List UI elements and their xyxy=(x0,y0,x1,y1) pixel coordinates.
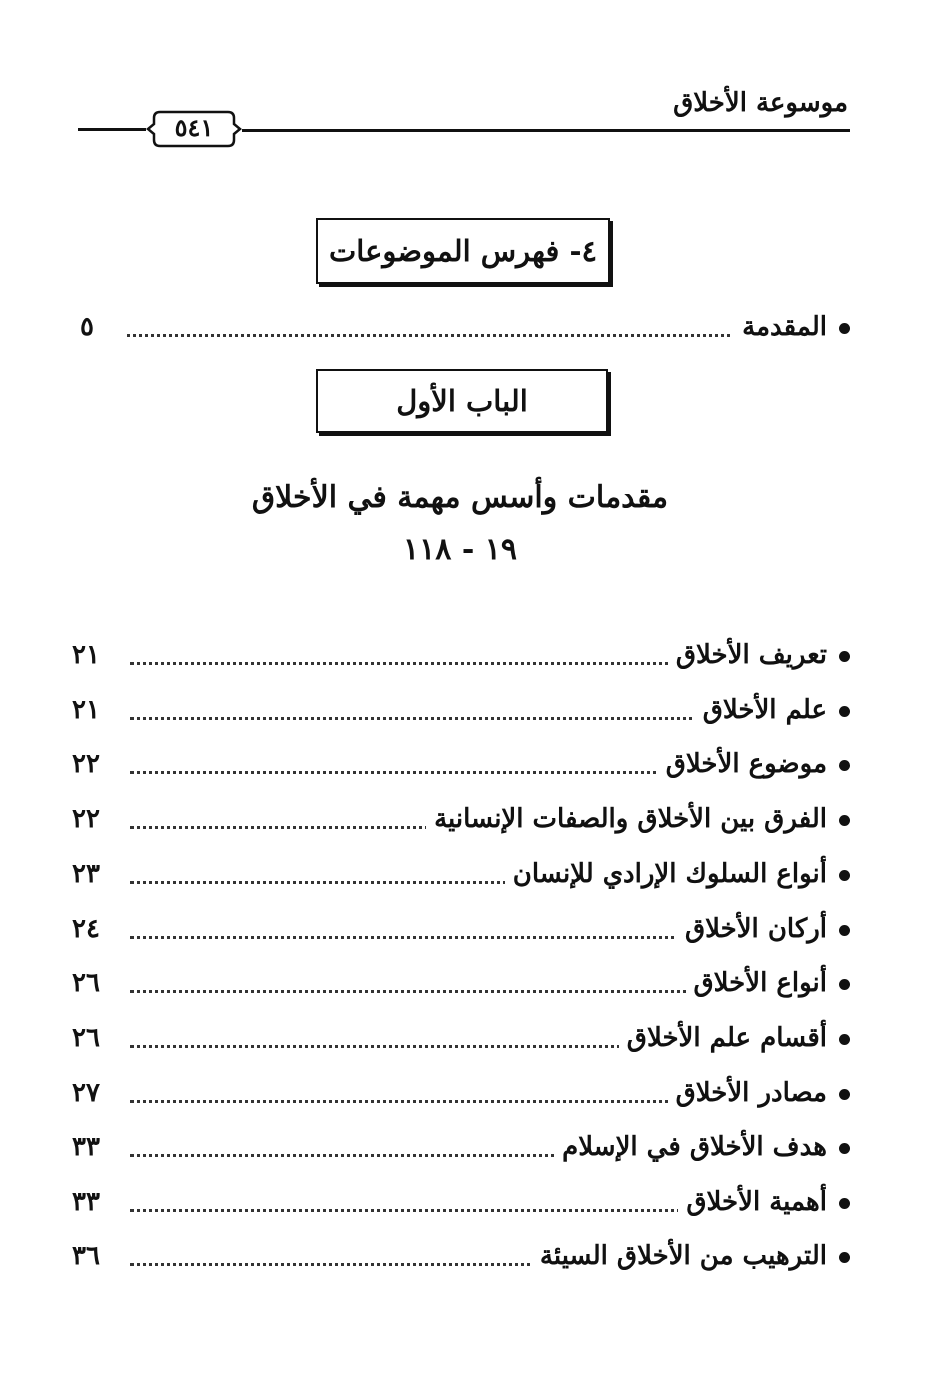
bullet-icon xyxy=(839,1252,850,1263)
toc-title xyxy=(686,968,851,998)
toc-title xyxy=(668,640,850,670)
toc-page-number: ٢١ xyxy=(72,640,116,670)
toc-entry[interactable] xyxy=(72,745,850,789)
toc-entry[interactable] xyxy=(72,636,850,680)
toc-entry-intro[interactable] xyxy=(72,308,850,352)
section-heading: ٤- فهرس الموضوعات xyxy=(316,218,610,284)
toc-title xyxy=(554,1132,850,1162)
toc-title xyxy=(619,1023,850,1053)
chapter-page-range: ١٩ - ١١٨ xyxy=(403,532,517,567)
toc-title-text: أنواع السلوك الإرادي للإنسان xyxy=(512,859,827,889)
toc-entry[interactable] xyxy=(72,1128,850,1172)
toc-page-number: ٣٣ xyxy=(72,1187,116,1217)
toc-page-number: ٥ xyxy=(80,312,124,342)
bullet-icon xyxy=(839,815,850,826)
toc-page-number: ٢٦ xyxy=(72,968,116,998)
toc-page-number: ٢٧ xyxy=(72,1078,116,1108)
toc-title-text: موضوع الأخلاق xyxy=(665,749,827,779)
toc-page-number: ٢٦ xyxy=(72,1023,116,1053)
chapter-subtitle: مقدمات وأسس مهمة في الأخلاق xyxy=(251,480,669,515)
running-title: موسوعة الأخلاق xyxy=(673,88,848,118)
bullet-icon xyxy=(839,1034,850,1045)
toc-page-number: ٢٣ xyxy=(72,859,116,889)
toc-title xyxy=(668,1078,850,1108)
toc-title xyxy=(505,859,850,889)
bullet-icon xyxy=(839,1143,850,1154)
toc-page-number: ٣٣ xyxy=(72,1132,116,1162)
toc-entry[interactable] xyxy=(72,1237,850,1281)
toc-entry[interactable] xyxy=(72,910,850,954)
toc-title-text: الفرق بين الأخلاق والصفات الإنسانية xyxy=(434,804,827,834)
toc-entry[interactable] xyxy=(72,1183,850,1227)
toc-entry[interactable] xyxy=(72,1019,850,1063)
toc-title xyxy=(734,312,850,342)
toc-title-text: تعريف الأخلاق xyxy=(675,640,827,670)
bullet-icon xyxy=(839,1198,850,1209)
toc-entry[interactable] xyxy=(72,964,850,1008)
toc-title xyxy=(658,749,850,779)
toc-title-text: هدف الأخلاق في الإسلام xyxy=(562,1132,827,1162)
bullet-icon xyxy=(839,323,850,334)
header-rule-left xyxy=(78,128,146,131)
toc-title xyxy=(695,695,850,725)
page-number: ٥٤١ xyxy=(174,113,214,142)
header-rule-right xyxy=(242,129,850,132)
bullet-icon xyxy=(839,651,850,662)
bullet-icon xyxy=(839,979,850,990)
toc-entry[interactable] xyxy=(72,855,850,899)
toc-page-number: ٢٢ xyxy=(72,749,116,779)
toc-title-text: أركان الأخلاق xyxy=(684,914,827,944)
toc-title xyxy=(532,1241,850,1271)
bullet-icon xyxy=(839,1089,850,1100)
toc-title-text: أنواع الأخلاق xyxy=(693,968,827,998)
bullet-icon xyxy=(839,925,850,936)
toc-title-text: أقسام علم الأخلاق xyxy=(626,1023,827,1053)
toc-page-number: ٢٤ xyxy=(72,914,116,944)
toc-page-number: ٢١ xyxy=(72,695,116,725)
toc-title xyxy=(678,1187,850,1217)
toc-page-number: ٢٢ xyxy=(72,804,116,834)
toc-entry[interactable] xyxy=(72,1074,850,1118)
toc-title-text: مصادر الأخلاق xyxy=(675,1078,827,1108)
toc-title xyxy=(677,914,850,944)
toc-entry[interactable] xyxy=(72,691,850,735)
bullet-icon xyxy=(839,870,850,881)
bullet-icon xyxy=(839,706,850,717)
toc-title xyxy=(426,804,850,834)
chapter-heading: الباب الأول xyxy=(316,369,608,433)
toc-title-text: الترهيب من الأخلاق السيئة xyxy=(539,1241,827,1271)
toc-leader xyxy=(102,334,730,337)
toc-title-text: أهمية الأخلاق xyxy=(686,1187,827,1217)
page-number-frame xyxy=(146,108,242,150)
bullet-icon xyxy=(839,760,850,771)
toc-page-number: ٣٦ xyxy=(72,1241,116,1271)
toc-entry[interactable] xyxy=(72,800,850,844)
toc-title-text: علم الأخلاق xyxy=(702,695,827,725)
toc-title-text: المقدمة xyxy=(742,312,827,342)
